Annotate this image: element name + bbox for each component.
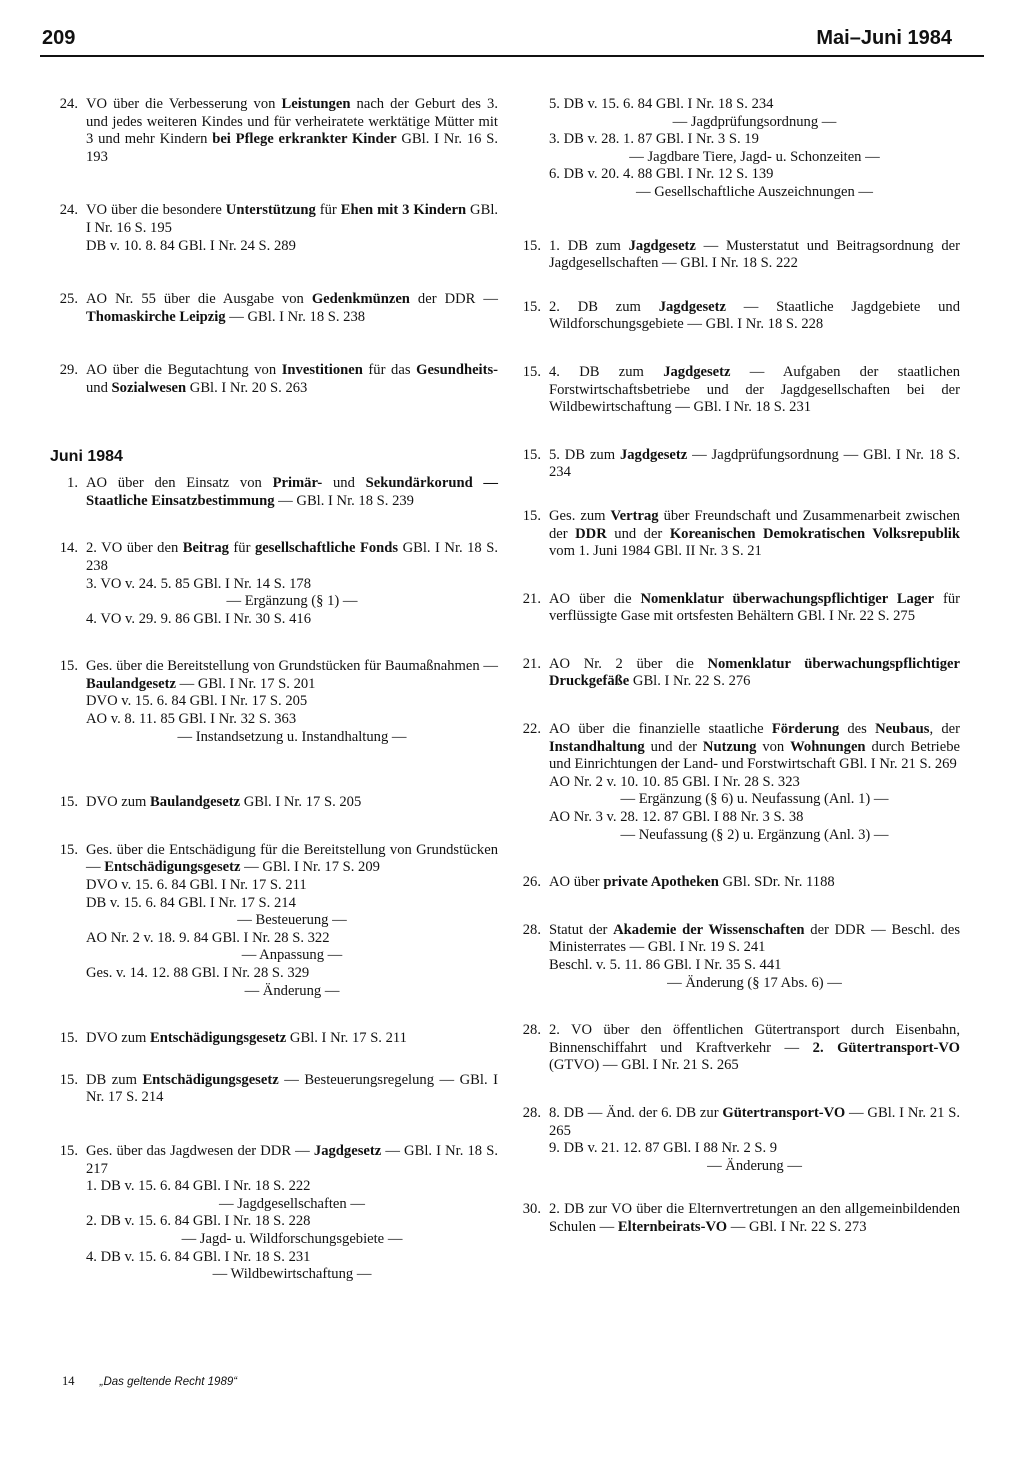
entry-text-part: — Aufgaben der staatlichen Forstwirtschaftsbetriebe und der Jagdgesellschaften bei der Wildbewirtschaftung — GBl. I Nr. 18 S. 231 xyxy=(549,363,960,416)
entry-text-part: , der xyxy=(929,721,960,738)
entry-text-part: vom 1. Juni 1984 GBl. II Nr. 3 S. 21 xyxy=(549,543,762,560)
index-entry xyxy=(513,238,960,273)
sub-reference: — Jagd- u. Wildforschungsgebiete — xyxy=(181,1230,403,1247)
entry-keyword: Sozialwesen xyxy=(111,379,187,396)
sub-reference: AO Nr. 3 v. 28. 12. 87 GBl. I 88 Nr. 3 S. 38 xyxy=(549,809,804,826)
entry-day: 15. xyxy=(522,237,541,254)
entry-day: 15. xyxy=(522,363,541,380)
index-entry xyxy=(50,202,498,255)
entry-day: 15. xyxy=(59,794,78,811)
entry-text-part: — GBl. I Nr. 18 S. 238 xyxy=(225,308,366,325)
section-heading: Juni 1984 xyxy=(50,447,123,465)
entry-text xyxy=(86,658,498,692)
sub-reference: 4. DB v. 15. 6. 84 GBl. I Nr. 18 S. 231 xyxy=(86,1248,311,1265)
sub-reference: 3. DB v. 28. 1. 87 GBl. I Nr. 3 S. 19 xyxy=(549,131,759,148)
entry-text xyxy=(549,1022,960,1073)
entry-text-part: 5. DB zum xyxy=(549,446,620,463)
entry-text-part: durch Betriebe und Einrichtungen der Land- und Forstwirtschaft GBl. I Nr. 21 S. 269 xyxy=(549,738,960,773)
entry-keyword: DDR xyxy=(575,525,607,542)
entry-day: 15. xyxy=(59,658,78,675)
sub-reference: DVO v. 15. 6. 84 GBl. I Nr. 17 S. 211 xyxy=(86,877,307,894)
index-entry xyxy=(513,591,960,626)
index-entry xyxy=(50,96,498,166)
entry-day: 14. xyxy=(59,540,78,557)
sub-reference: 6. DB v. 20. 4. 88 GBl. I Nr. 12 S. 139 xyxy=(549,166,774,183)
entry-keyword: Baulandgesetz xyxy=(150,794,241,811)
entry-keyword: Nutzung xyxy=(702,738,757,755)
entry-text-part: GBl. I Nr. 22 S. 276 xyxy=(629,673,751,690)
entry-day: 28. xyxy=(522,1104,541,1121)
entry-text-part: 2. VO über den xyxy=(86,540,183,557)
sub-reference: 2. DB v. 15. 6. 84 GBl. I Nr. 18 S. 228 xyxy=(86,1213,311,1230)
sub-reference: 4. VO v. 29. 9. 86 GBl. I Nr. 30 S. 416 xyxy=(86,610,311,627)
entry-text-part: GBl. I Nr. 18 S. 238 xyxy=(86,540,498,574)
entry-keyword: Förderung xyxy=(771,721,840,738)
entry-text-part: GBl. I Nr. 16 S. 193 xyxy=(86,131,498,165)
sub-reference: — Jagdbare Tiere, Jagd- u. Schonzeiten — xyxy=(629,148,880,165)
entry-day: 26. xyxy=(522,874,541,891)
entry-text-part: für das xyxy=(362,362,417,379)
index-entry xyxy=(513,508,960,561)
entry-text-part: DVO zum xyxy=(86,794,151,811)
footer-number: 14 xyxy=(62,1374,75,1388)
entry-text-part: des xyxy=(839,721,876,738)
left-top-entries xyxy=(50,96,498,398)
entry-text-part: 4. DB zum xyxy=(549,363,664,380)
index-entry xyxy=(50,1030,498,1048)
entry-text-part: DB zum xyxy=(86,1071,143,1088)
entry-text-part: AO Nr. 2 über die xyxy=(549,655,708,672)
sub-reference: AO Nr. 2 v. 18. 9. 84 GBl. I Nr. 28 S. 322 xyxy=(86,929,330,946)
right-entries xyxy=(513,238,960,1237)
entry-text-part: Ges. zum xyxy=(549,507,611,524)
sub-reference: 9. DB v. 21. 12. 87 GBl. I 88 Nr. 2 S. 9 xyxy=(549,1140,778,1157)
index-entry xyxy=(50,794,498,812)
entry-text xyxy=(86,1030,407,1046)
entry-day: 15. xyxy=(59,1030,78,1047)
right-column xyxy=(513,96,960,1237)
entry-text-part: 2. VO über den öffentlichen Gütertransport durch Eisenbahn, Binnenschiffahrt und Kraftverkehr — xyxy=(549,1022,960,1056)
entry-day: 22. xyxy=(522,721,541,738)
sub-reference: — Instandsetzung u. Instandhaltung — xyxy=(177,728,407,745)
entry-text xyxy=(549,364,960,415)
sub-reference: — Besteuerung — xyxy=(237,912,347,929)
sub-reference: — Anpassung — xyxy=(241,947,343,964)
entry-keyword: Akademie der Wissenschaften xyxy=(613,921,805,938)
entry-keyword: Investitionen xyxy=(281,362,363,379)
index-entry xyxy=(513,721,960,844)
index-entry xyxy=(50,540,498,628)
index-entry xyxy=(50,1143,498,1284)
entry-keyword: gesellschaftliche Fonds xyxy=(254,540,399,557)
entry-keyword: Unterstützung xyxy=(225,202,316,219)
entry-text-part: AO über xyxy=(549,874,604,891)
sub-reference: Beschl. v. 5. 11. 86 GBl. I Nr. 35 S. 441 xyxy=(549,957,782,973)
page-number: 209 xyxy=(42,27,76,49)
index-entry xyxy=(50,475,498,510)
entry-keyword: Entschädigungsgesetz xyxy=(104,859,241,876)
index-entry xyxy=(50,658,498,746)
sub-reference: AO v. 8. 11. 85 GBl. I Nr. 32 S. 363 xyxy=(86,711,297,728)
entry-keyword: bei Pflege erkrankter Kinder xyxy=(212,131,397,148)
entry-text xyxy=(549,238,960,272)
entry-text-part: AO über die finanzielle staatliche xyxy=(549,721,772,738)
continuation-block xyxy=(513,96,960,202)
entry-text-part: — Staatliche Jagdgebiete und Wildforschungsgebiete — GBl. I Nr. 18 S. 228 xyxy=(549,298,960,333)
entry-text-part: — Jagdprüfungsordnung — GBl. I Nr. 18 S. 234 xyxy=(549,446,960,481)
index-entry xyxy=(50,1072,498,1107)
entry-text-part: und der xyxy=(606,525,670,542)
entry-text xyxy=(86,362,498,396)
entry-text-part: 1. DB zum xyxy=(549,237,629,254)
entry-text-part: für verflüssigte Gase mit ortsfesten Behältern GBl. I Nr. 22 S. 275 xyxy=(549,590,960,625)
index-entry xyxy=(513,1105,960,1175)
entry-text xyxy=(86,540,498,574)
entry-day: 30. xyxy=(522,1201,541,1218)
header-rule xyxy=(40,55,984,57)
entry-text-part: und der xyxy=(644,738,703,755)
entry-text-part: für xyxy=(228,540,255,557)
entry-text xyxy=(549,1105,960,1139)
entry-text-part: — GBl. I Nr. 18 S. 239 xyxy=(274,492,414,509)
entry-text-part: AO über die xyxy=(549,590,641,607)
sub-reference: DB v. 10. 8. 84 GBl. I Nr. 24 S. 289 xyxy=(86,237,296,254)
sub-reference: 3. VO v. 24. 5. 85 GBl. I Nr. 14 S. 178 xyxy=(86,575,311,592)
entry-day: 29. xyxy=(59,362,78,379)
left-bottom-entries xyxy=(50,475,498,1284)
sub-reference: DVO v. 15. 6. 84 GBl. I Nr. 17 S. 205 xyxy=(86,693,308,710)
sub-reference: — Änderung — xyxy=(244,982,340,999)
entry-text-part: der DDR — Beschl. des Ministerrates — GBl. I Nr. 19 S. 241 xyxy=(549,921,960,956)
entry-text xyxy=(86,202,498,236)
index-entry xyxy=(513,447,960,482)
entry-text xyxy=(549,447,960,481)
index-entry xyxy=(513,922,960,992)
entry-text-part: — GBl. I Nr. 18 S. 217 xyxy=(86,1142,499,1177)
entry-keyword: Neubaus xyxy=(875,721,930,738)
entry-text-part: 8. DB — Änd. der 6. DB zur xyxy=(549,1104,723,1121)
entry-keyword: Leistungen xyxy=(281,96,351,112)
entry-keyword: Instandhaltung xyxy=(549,738,645,755)
entry-text-part: Ges. über die Entschädigung für die Bereitstellung von Grundstücken — xyxy=(86,841,498,876)
running-head: Mai–Juni 1984 xyxy=(816,27,952,49)
entry-keyword: Baulandgesetz xyxy=(86,675,176,692)
entry-keyword: Sekundärkorund — Staatliche Einsatzbestimmung xyxy=(86,475,499,509)
entry-day: 28. xyxy=(522,1022,541,1039)
entry-text-part: AO Nr. 55 über die Ausgabe von xyxy=(86,291,312,308)
sub-reference: — Gesellschaftliche Auszeichnungen — xyxy=(635,183,874,200)
entry-keyword: Jagdgesetz xyxy=(658,298,726,315)
entry-keyword: Wohnungen xyxy=(790,738,866,755)
entry-keyword: Nomenklatur überwachungspflichtiger Lager xyxy=(640,590,935,607)
entry-keyword: Nomenklatur überwachungspflichtiger Druckgefäße xyxy=(549,655,960,690)
entry-keyword: Vertrag xyxy=(610,507,659,524)
entry-text xyxy=(86,475,498,509)
sub-reference: — Neufassung (§ 2) u. Ergänzung (Anl. 3) — xyxy=(620,826,889,843)
entry-text-part: GBl. I Nr. 17 S. 205 xyxy=(240,794,362,811)
index-entry xyxy=(50,842,498,1000)
entry-text-part: 2. DB zum xyxy=(549,298,659,315)
entry-day: 24. xyxy=(59,96,78,112)
index-entry xyxy=(513,656,960,691)
entry-text xyxy=(86,1143,498,1177)
entry-text-part: DVO zum xyxy=(86,1030,151,1047)
sub-reference: — Änderung (§ 17 Abs. 6) — xyxy=(667,974,842,991)
sub-reference: — Wildbewirtschaftung — xyxy=(212,1266,372,1283)
index-entry xyxy=(513,1022,960,1075)
entry-keyword: Gesundheits- xyxy=(416,362,498,379)
entry-day: 28. xyxy=(522,921,541,938)
entry-text-part: (GTVO) — GBl. I Nr. 21 S. 265 xyxy=(549,1057,739,1074)
entry-day: 15. xyxy=(59,1142,78,1159)
entry-text-part: über Freundschaft und Zusammenarbeit zwischen der xyxy=(549,507,960,542)
entry-text-part: GBl. I Nr. 20 S. 263 xyxy=(186,379,308,396)
entry-keyword: Jagdgesetz xyxy=(663,363,731,380)
entry-text xyxy=(549,874,835,890)
entry-text xyxy=(549,721,960,772)
entry-keyword: private Apotheken xyxy=(603,874,719,891)
entry-text-part: Ges. über die Bereitstellung von Grundstücken für Baumaßnahmen — xyxy=(86,658,498,675)
left-column xyxy=(50,96,498,1284)
entry-text-part: für xyxy=(315,202,341,219)
index-entry xyxy=(513,874,960,892)
entry-keyword: Entschädigungsgesetz xyxy=(142,1071,279,1088)
entry-text-part: VO über die besondere xyxy=(86,202,226,219)
entry-text-part: GBl. I Nr. 17 S. 211 xyxy=(286,1030,407,1047)
entry-text xyxy=(549,591,960,625)
entry-text-part: Ges. über das Jagdwesen der DDR — xyxy=(86,1142,314,1159)
entry-keyword: 2. Gütertransport-VO xyxy=(812,1039,961,1056)
entry-day: 1. xyxy=(67,475,78,492)
entry-text xyxy=(86,842,498,876)
entry-text-part: — Musterstatut und Beitragsordnung der Jagdgesellschaften — GBl. I Nr. 18 S. 222 xyxy=(549,237,960,272)
entry-keyword: Ehen mit 3 Kindern xyxy=(340,202,467,219)
entry-keyword: Jagdgesetz xyxy=(628,237,696,254)
entry-text xyxy=(86,96,498,165)
sub-reference: — Ergänzung (§ 1) — xyxy=(226,593,358,610)
entry-keyword: Koreanischen Demokratischen Volksrepublik xyxy=(669,525,960,542)
entry-day: 15. xyxy=(522,446,541,463)
entry-day: 15. xyxy=(522,507,541,524)
sub-reference: AO Nr. 2 v. 10. 10. 85 GBl. I Nr. 28 S. 323 xyxy=(549,773,800,790)
sub-reference: — Jagdprüfungsordnung — xyxy=(672,113,837,130)
entry-day: 15. xyxy=(59,841,78,858)
index-entry xyxy=(513,299,960,334)
footer xyxy=(62,1373,237,1392)
entry-text xyxy=(549,922,960,956)
footer-title: „Das geltende Recht 1989“ xyxy=(99,1376,238,1388)
sub-reference: — Ergänzung (§ 6) u. Neufassung (Anl. 1) — xyxy=(620,791,889,808)
entry-text-part: der DDR — xyxy=(409,291,498,308)
entry-text-part: AO über die Begutachtung von xyxy=(86,362,282,379)
sub-reference: — Jagdgesellschaften — xyxy=(219,1195,365,1212)
entry-text xyxy=(86,291,498,325)
sub-reference: Ges. v. 14. 12. 88 GBl. I Nr. 28 S. 329 xyxy=(86,965,310,981)
entry-keyword: Gütertransport-VO xyxy=(722,1104,846,1121)
sub-reference: — Änderung — xyxy=(707,1157,802,1174)
entry-keyword: Elternbeirats-VO xyxy=(617,1218,728,1235)
entry-text-part: — GBl. I Nr. 17 S. 209 xyxy=(240,859,380,876)
entry-keyword: Gedenkmünzen xyxy=(311,291,410,308)
entry-keyword: Jagdgesetz xyxy=(619,446,688,463)
entry-day: 21. xyxy=(522,655,541,672)
entry-text-part: AO über den Einsatz von xyxy=(86,475,273,492)
entry-text-part: und xyxy=(322,475,366,492)
entry-keyword: Entschädigungsgesetz xyxy=(150,1030,287,1047)
index-entry xyxy=(50,291,498,326)
entry-day: 21. xyxy=(522,590,541,607)
entry-keyword: Beitrag xyxy=(182,540,229,557)
entry-text xyxy=(549,1201,960,1235)
entry-text-part: Statut der xyxy=(549,921,614,938)
entry-text-part: 2. DB zur VO über die Elternvertretungen an den allgemeinbildenden Schulen — xyxy=(549,1201,960,1235)
index-entry xyxy=(513,1201,960,1236)
entry-text-part: und xyxy=(86,379,112,396)
entry-text xyxy=(549,656,960,690)
entry-day: 15. xyxy=(59,1071,78,1088)
entry-text-part: VO über die Verbesserung von xyxy=(86,96,282,112)
sub-reference: 5. DB v. 15. 6. 84 GBl. I Nr. 18 S. 234 xyxy=(549,96,774,112)
entry-text-part: — GBl. I Nr. 21 S. 265 xyxy=(549,1104,960,1139)
entry-day: 15. xyxy=(522,298,541,315)
entry-text-part: — GBl. I Nr. 17 S. 201 xyxy=(176,675,316,692)
index-entry xyxy=(513,364,960,417)
entry-text xyxy=(86,1072,498,1106)
entry-day: 24. xyxy=(59,202,78,219)
entry-keyword: Thomaskirche Leipzig xyxy=(86,308,226,325)
entry-text-part: GBl. I Nr. 16 S. 195 xyxy=(86,202,499,236)
sub-reference: DB v. 15. 6. 84 GBl. I Nr. 17 S. 214 xyxy=(86,894,296,911)
entry-text-part: GBl. SDr. Nr. 1188 xyxy=(718,874,835,891)
entry-text-part: nach der Geburt des 3. und jedes weiteren Kindes und für verheiratete werktätige Mütter mit 3 und mehr Kindern xyxy=(86,96,498,148)
entry-text-part: von xyxy=(756,738,791,755)
entry-keyword: Jagdgesetz xyxy=(313,1142,382,1159)
entry-keyword: Primär- xyxy=(272,475,323,492)
sub-reference: 1. DB v. 15. 6. 84 GBl. I Nr. 18 S. 222 xyxy=(86,1178,311,1195)
index-entry xyxy=(50,362,498,397)
entry-text xyxy=(549,508,960,559)
entry-text-part: — Besteuerungsregelung — GBl. I Nr. 17 S. 214 xyxy=(86,1071,499,1106)
entry-text-part: — GBl. I Nr. 22 S. 273 xyxy=(727,1218,867,1235)
entry-text xyxy=(86,794,361,810)
entry-text xyxy=(549,299,960,333)
entry-day: 25. xyxy=(59,291,78,308)
